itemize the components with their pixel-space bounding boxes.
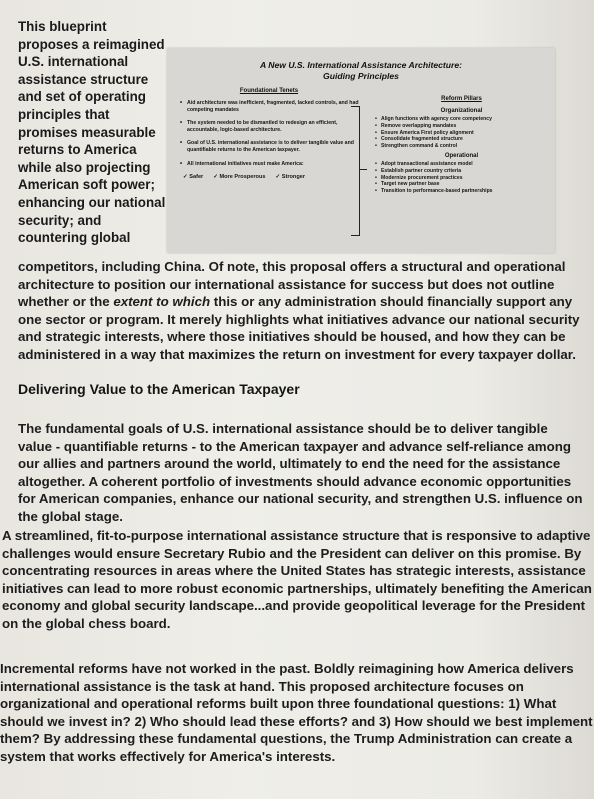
pillar-item: • Remove overlapping mandates [374,123,549,130]
pillar-item: • Transition to performance-based partnerships [374,188,549,195]
pillar-item: • Establish partner country criteria [374,168,549,175]
check-stronger: ✓ Stronger [275,174,306,181]
operational-list [374,161,549,195]
check-more-prosperous: ✓ More Prosperous [213,174,266,181]
pillar-item: • Target new partner base [374,181,549,188]
paragraph-scope-text-a: competitors, including China. Of note, this proposal offers a structural and operational architecture to position our international assistance for success but does not outline whether or the [18,259,566,309]
pillars-heading: Reform Pillars [441,96,482,102]
check-safer: ✓ Safer [183,174,204,181]
bracket-connector [351,106,360,236]
tenet-item: • The system needed to be dismantled to redesign an efficient, accountable, logic-based architecture. [179,120,359,133]
figure-title-line1: A New U.S. International Assistance Architecture: [259,60,462,70]
reform-pillars-column [374,96,549,195]
section-heading: Delivering Value to the American Taxpayer [18,381,300,397]
figure-title-line2: Guiding Principles [323,71,399,81]
pillar-item: • Adopt transactional assistance model [374,161,549,168]
figure-title [167,60,555,82]
paragraph-structure: A streamlined, fit-to-purpose international assistance structure that is responsive to adaptive challenges would ensure Secretary Rubio and the President can deliver on this promise. By concentrating resources in areas where the United States has strategic interests, assistance initiatives can lead to more robust economic partnerships, ultimately benefiting the American economy and global security landscape...and provide geopolitical leverage for the President on the global chess board. [2,528,592,631]
pillar-item: • Ensure America First policy alignment [374,130,549,137]
tenet-item: • Aid architecture was inefficient, fragmented, lacked controls, and had competing mandates [179,100,359,113]
paragraph-goals: The fundamental goals of U.S. international assistance should be to deliver tangible value - quantifiable returns - to the American taxpayer and advance self-reliance among our allies and partners around the world, ultimately to end the need for the assistance altogether. A coherent portfolio of investments should advance economic opportunities for American companies, enhance our national security, and strengthen U.S. influence on the global stage. [18,421,583,524]
tenets-heading: Foundational Tenets [239,88,299,94]
pillar-item: • Consolidate fragmented structure [374,136,549,143]
foundational-tenets-column [179,88,359,180]
organizational-list [374,116,549,150]
operational-heading: Operational [444,152,479,159]
tenets-list [179,100,359,167]
intro-paragraph: This blueprint proposes a reimagined U.S. international assistance structure and set of operating principles that promises measurable returns to America while also projecting American soft power; enhancing our national security; and countering global [18,19,166,246]
paragraph-scope [18,258,584,363]
architecture-figure [167,48,555,253]
pillar-item: • Strengthen command & control [374,143,549,150]
bracket-arrow-line [359,169,367,170]
paragraph-reforms: Incremental reforms have not worked in the past. Boldly reimagining how America delivers international assistance is the task at hand. This proposed architecture focuses on organizational and operational reforms built upon three foundational questions: 1) What should we invest in? 2) Who should lead these efforts? and 3) How should we best implement them? By addressing these fundamental questions, the Trump Administration can create a system that works effectively for America's interests. [0,661,593,764]
check-list [179,174,359,180]
pillar-item: • Modernize procurement practices [374,175,549,182]
tenet-item: • All international initiatives must make America: [179,161,359,168]
paragraph-scope-text-b: this or any administration should financially support any one sector or program. It merely highlights what initiatives advance our national security and strategic interests, where those initiatives should be housed, and how they can be administered in a way that maximizes the return on investment for every taxpayer dollar. [18,294,580,362]
pillar-item: • Align functions with agency core competency [374,116,549,123]
tenet-item: • Goal of U.S. international assistance is to deliver tangible value and quantifiable returns to the American taxpayer. [179,140,359,153]
organizational-heading: Organizational [440,108,483,114]
paragraph-scope-italic: extent to which [113,294,211,309]
